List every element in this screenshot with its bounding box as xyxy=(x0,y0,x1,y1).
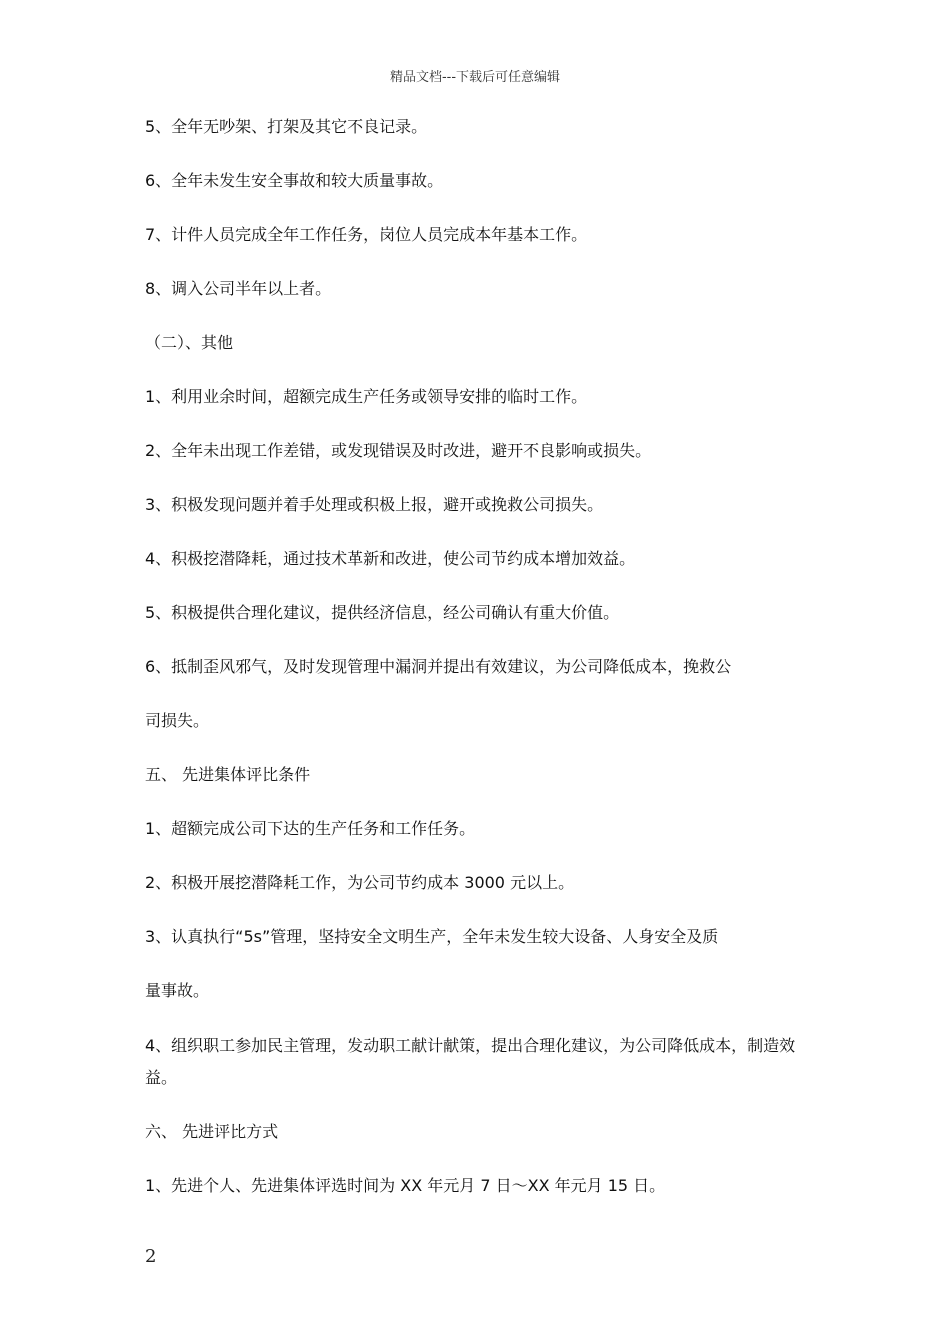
paragraph-line: 司损失。 xyxy=(145,711,210,730)
paragraph-line: 3、认真执行“5s”管理，坚持安全文明生产，全年未发生较大设备、人身安全及质 xyxy=(145,927,719,946)
paragraph-line: 5、全年无吵架、打架及其它不良记录。 xyxy=(145,117,428,136)
paragraph-line: 5、积极提供合理化建议，提供经济信息，经公司确认有重大价值。 xyxy=(145,603,620,622)
section-heading: 五、 先进集体评比条件 xyxy=(145,765,311,784)
paragraph-line: 4、积极挖潜降耗，通过技术革新和改进，使公司节约成本增加效益。 xyxy=(145,549,636,568)
section-heading: （二）、其他 xyxy=(145,333,234,352)
page-header: 精品文档---下载后可任意编辑 xyxy=(389,70,561,85)
paragraph-line: 2、全年未出现工作差错，或发现错误及时改进，避开不良影响或损失。 xyxy=(145,441,652,460)
paragraph-line: 6、抵制歪风邪气，及时发现管理中漏洞并提出有效建议，为公司降低成本，挽救公 xyxy=(145,657,732,676)
paragraph-line: 8、调入公司半年以上者。 xyxy=(145,279,332,298)
paragraph-line: 6、全年未发生安全事故和较大质量事故。 xyxy=(145,171,444,190)
paragraph-line: 1、利用业余时间，超额完成生产任务或领导安排的临时工作。 xyxy=(145,387,588,406)
paragraph-line: 7、计件人员完成全年工作任务，岗位人员完成本年基本工作。 xyxy=(145,225,588,244)
paragraph-line: 1、先进个人、先进集体评选时间为 XX 年元月 7 日～XX 年元月 15 日。 xyxy=(145,1176,666,1195)
page-number: 2 xyxy=(145,1246,157,1267)
paragraph-line: 量事故。 xyxy=(145,981,210,1000)
paragraph-line: 4、组织职工参加民主管理，发动职工献计献策，提出合理化建议，为公司降低成本，制造效益。 xyxy=(145,1036,796,1087)
section-heading: 六、 先进评比方式 xyxy=(145,1122,279,1141)
paragraph-line: 1、超额完成公司下达的生产任务和工作任务。 xyxy=(145,819,476,838)
paragraph-line: 3、积极发现问题并着手处理或积极上报，避开或挽救公司损失。 xyxy=(145,495,604,514)
paragraph-line: 2、积极开展挖潜降耗工作，为公司节约成本 3000 元以上。 xyxy=(145,873,575,892)
